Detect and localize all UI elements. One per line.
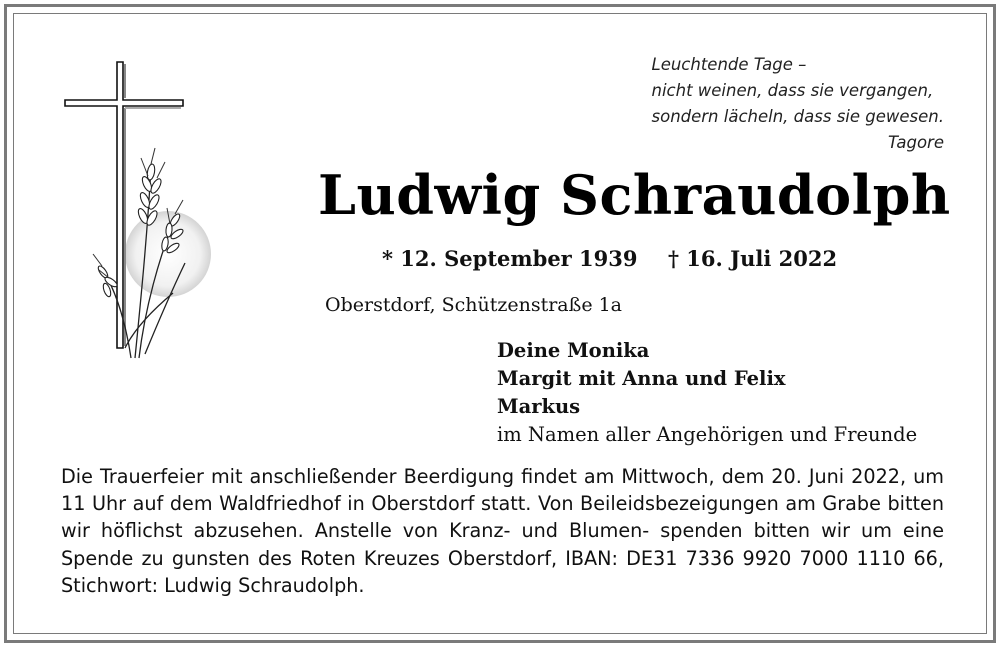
motto-quote	[652, 52, 945, 156]
cross-with-wheat-icon	[55, 58, 215, 368]
death-date: † 16. Juli 2022	[668, 246, 838, 271]
notice-line: spenden bitten wir um eine Spende zu gunsten des Roten Kreuzes Oberstdorf,	[61, 519, 945, 570]
motto-author: Tagore	[888, 133, 944, 152]
birth-date: * 12. September 1939	[382, 246, 638, 271]
mourner-name: Margit mit Anna und Felix	[497, 367, 786, 390]
mourners-closing: im Namen aller Angehörigen und Freunde	[497, 423, 918, 446]
mourner-name: Markus	[497, 395, 581, 418]
notice-line: Die Trauerfeier mit anschließender Beerdigung findet am Mittwoch, dem 20. Juni	[61, 465, 845, 488]
mourners-list	[497, 337, 917, 449]
notice-line: 2022, um 11 Uhr auf dem Waldfriedhof in Oberstdorf statt. Von Beileidsbezeigungen	[61, 465, 944, 516]
notice-line: IBAN: DE31 7336 9920 7000 1110 66, Stichwort: Ludwig Schraudolph.	[61, 546, 944, 597]
deceased-name: Ludwig Schraudolph	[318, 163, 951, 227]
address: Oberstdorf, Schützenstraße 1a	[325, 294, 623, 316]
motto-line: nicht weinen, dass sie vergangen,	[651, 81, 934, 100]
notice-line: am Grabe bitten wir höflichst abzusehen. Anstelle von Kranz- und Blumen-	[61, 492, 944, 543]
motto-line: sondern lächeln, dass sie gewesen.	[651, 107, 944, 126]
mourner-name: Deine Monika	[497, 339, 650, 362]
funeral-notice	[61, 463, 944, 599]
motto-line: Leuchtende Tage –	[651, 55, 807, 74]
